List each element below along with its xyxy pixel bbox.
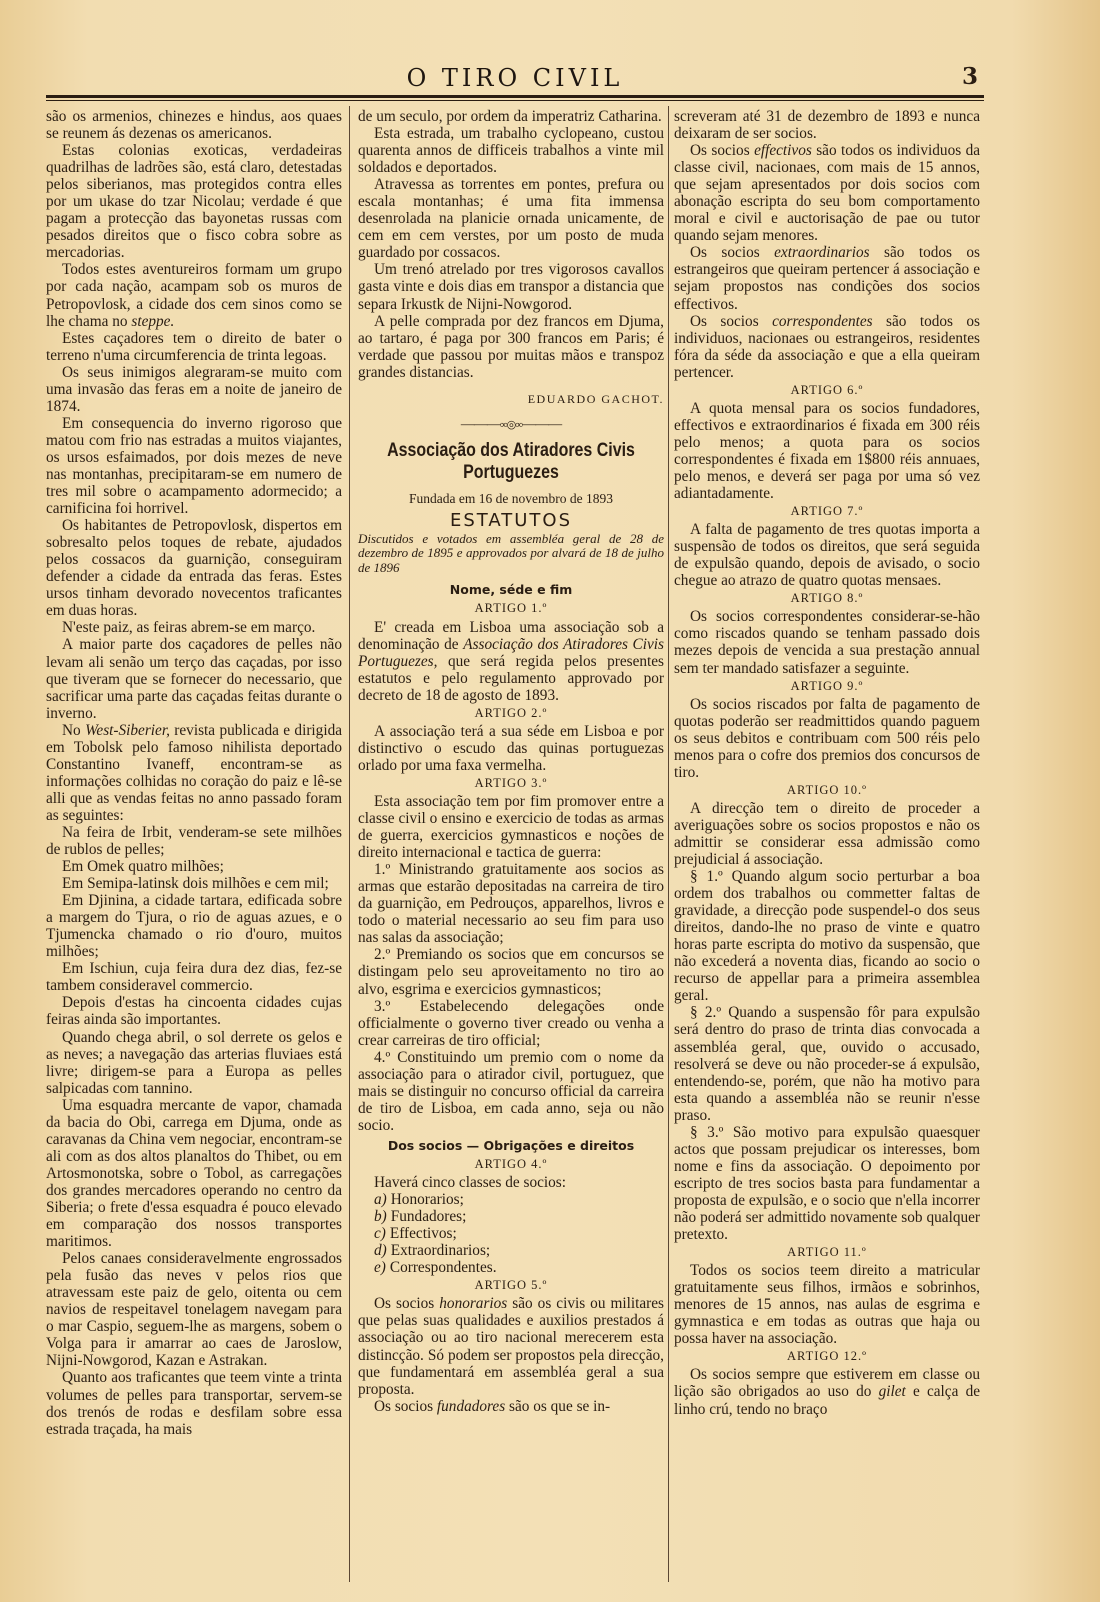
paragraph: N'este paiz, as feiras abrem-se em março. [62,619,316,637]
paragraph: Em Semipa-latinsk dois milhões e cem mil; [62,875,329,893]
text: Todos estes aventureiros formam um grupo por cada nação, acampam sob os muros de Petropovlosk, a cidade dos cem sinos como se lhe chama no [46,261,342,330]
article-heading: ARTIGO 4.º [474,1156,548,1171]
article-heading: ARTIGO 9.º [790,678,864,693]
list-marker: d) [374,1242,387,1260]
list-marker: a) [374,1191,387,1209]
paragraph [674,142,980,244]
paragraph: Esta estrada, um trabalho cyclopeano, custou quarenta annos de difficeis trabalhos a vinte mil soldados e deportados. [358,125,664,177]
paragraph: Haverá cinco classes de socios: [374,1174,566,1192]
paragraph [674,244,980,312]
column-2 [358,108,664,1415]
paragraph: A pelle comprada por dez francos em Djuma, ao tartaro, é paga por 300 francos em Paris; é verdade que passou por muitas mãos e transpoz grandes distancias. [358,312,664,381]
article-heading: ARTIGO 6.º [790,382,864,397]
italic-text: steppe. [131,312,175,330]
text: são os civis ou militares que pelas suas qualidades e auxilios prestados á associação ou ao tiro nacional merecerem esta distincção. Só podem ser propostos pela direcção, que fundamentará em assembléa geral a sua proposta. [358,1295,664,1398]
paragraph [46,261,342,329]
list-item [358,1208,664,1225]
page-number: 3 [961,63,978,90]
paragraph: 2.º Premiando os socios que em concursos se distingam pelo seu aproveitamento no tiro ao alvo, esgrima e exercicios gymnasticos; [358,946,664,998]
italic-text: effectivos [754,142,812,160]
text: Os socios [374,1397,434,1415]
article-heading: ARTIGO 1.º [474,601,548,616]
list-marker: e) [374,1259,386,1277]
article-heading: ARTIGO 2.º [474,705,548,720]
list-marker: c) [374,1225,386,1243]
column-3 [674,108,980,1418]
paragraph: A direcção tem o direito de proceder a averiguações sobre os socios propostos e não os admittir se considerar essa admissão como prejudicial á associação. [674,799,980,869]
header-rule-thin [46,100,984,101]
paragraph: Os habitantes de Petropovlosk, dispertos em sobresalto pelos toques de rebate, ajudados pelos cossacos da guarnição, conseguiram defender a cidade da entrada das feras. Estes ursos tinham devorado novecentos traficantes em duas horas. [46,517,342,620]
italic-text: honorarios [439,1295,508,1313]
paragraph: A associação terá a sua séde em Lisboa e por distinctivo o escudo das quinas portuguezas orlado por uma faxa vermelha. [358,722,664,774]
article-heading: ARTIGO 11.º [787,1245,867,1260]
paragraph: Pelos canaes consideravelmente engrossados pela fusão das neves v pelos rios que atravessam este paiz de gelo, oitenta ou cem navios de respeitavel tonelagem navegam para o mar Caspio, seguem-lhe as margens, sobem o Volga para ir amarrar ao caes de Jaroslow, Nijni-Nowgorod, Kazan e Astrakan. [46,1250,342,1370]
paragraph: Os socios riscados por falta de pagamento de quotas poderão ser readmittidos quando paguem os seus debitos e contribuam com 500 réis pelo menos para o cofre dos premios dos concursos de tiro. [674,695,980,781]
text: são todos os estrangeiros que queiram pertencer á associação e sejam propostos nas condições dos socios effectivos. [674,244,981,313]
list-item [358,1191,664,1208]
paragraph: Em consequencia do inverno rigoroso que matou com frio nas estradas a muitos viajantes, os ursos esfaimados, por dois mezes de neve nas montanhas, precipitaram-se em numero de tres mil sobre o acampamento adormecido; a carnificina foi horrivel. [46,414,342,518]
article-title: Associação dos Atiradores Civis Portuguezes [387,439,635,483]
italic-text: fundadores [436,1397,506,1415]
article-heading: ARTIGO 5.º [474,1278,548,1293]
paragraph: Esta associação tem por fim promover entre a classe civil o ensino e exercicio de todas as armas de guerra, exercicios gymnasticos e noções de direito internacional e tactica de guerra: [358,793,664,862]
text: Os socios [374,1295,435,1313]
paragraph: Os socios correspondentes considerar-se-hão como riscados quando se tenham passado dois mezes depois de vencida a sua prestação annual sem ter mandado satisfazer a seguinte. [674,608,980,677]
paragraph: A falta de pagamento de tres quotas importa a suspensão de todos os direitos, que será seguida de expulsão quando, depois de avisado, o socio chegue ao atrazo de quatro quotas mensaes. [674,521,980,590]
approval-note: Discutidos e votados em assembléa geral de 28 de dezembro de 1895 e approvados por alvará de 18 de julho de 1896 [358,530,664,575]
paragraph: Estes caçadores tem o direito de bater o terreno n'uma circumferencia de trinta legoas. [46,329,342,364]
paragraph: Na feira de Irbit, venderam-se sete milhões de rublos de pelles; [46,823,342,859]
text: Os socios [690,312,759,330]
paragraph: § 1.º Quando algum socio perturbar a boa ordem dos trabalhos ou commetter faltas de gravidade, a direcção pode suspendel-o dos seus direitos, dando-lhe no praso de vinte e quatro horas parte escripta do motivo da suspensão, que não excederá a noventa dias, ficando ao socio o recurso de appellar para a primeira assemblea geral. [674,868,980,1005]
paragraph [46,722,342,824]
italic-text: correspondentes [772,312,873,330]
paragraph: Quando chega abril, o sol derrete os gelos e as neves; a navegação das arterias fluviaes está livre; dirigem-se para a Europa as pelles salpicadas com tannino. [46,1028,342,1097]
text: Os socios sempre que estiverem em classe ou lição são obrigados ao uso do [674,1366,980,1401]
page-header [46,64,984,94]
paragraph: § 3.º São motivo para expulsão quaesquer actos que possam prejudicar os interesses, bom nome e fins da associação. O depoimento por escripto de tres socios basta para fundamentar a proposta de expulsão, e o socio que n'ella incorrer não poderá ser admittido novamente sob qualquer pretexto. [674,1123,980,1244]
article-heading: ARTIGO 12.º [786,1349,868,1364]
paragraph: Atravessa as torrentes em pontes, prefura ou escala montanhas; é uma fita immensa desenrolada na planicie ornada unicamente, de cem em cem verstes, por um posto de muda guardado por cossacos. [358,176,664,262]
ornament-divider: ———∞◎∞——— [460,416,562,432]
column-1 [46,108,342,1438]
text: são os que se in- [509,1397,611,1415]
list-item [358,1259,664,1276]
column-divider [668,106,669,1582]
newspaper-title: O TIRO CIVIL [406,64,624,92]
paragraph: 3.º Estabelecendo delegações onde officialmente o governo tiver creado ou venha a crear carreiras de tiro official; [358,997,664,1049]
italic-text: West-Siberier, [85,721,170,739]
text: que será regida pelos presentes estatutos e pelo regulamento approvado por decreto de 18 de agosto de 1893. [358,652,664,704]
paragraph: Quanto aos traficantes que teem vinte a trinta volumes de pelles para transportar, servem-se dos trenós de rodas e desfilam sobre essa estrada traçada, ha mais [46,1369,342,1438]
list-item [358,1242,664,1259]
article-heading: ARTIGO 8.º [790,591,864,606]
author-signature: EDUARDO GACHOT. [527,391,664,406]
classes-list [358,1191,664,1276]
paragraph: screveram até 31 de dezembro de 1893 e nunca deixaram de ser socios. [674,108,980,143]
paragraph: Uma esquadra mercante de vapor, chamada da bacia do Obi, carrega em Djuma, onde as caravanas da China vem negociar, encontram-se ali com as dos altos planaltos do Thibet, ou em Artosmonotska, sobre o Tobol, as carregações dos grandes mercadores operando no centro da Siberia; o frete d'essa esquadra é pouco elevado em comparação dos nossos transportes maritimos. [46,1096,342,1251]
section-heading: Nome, séde e fim [449,582,573,598]
paragraph: 1.º Ministrando gratuitamente aos socios as armas que estarão depositadas na carreira de tiro da guarnição, em Pedrouços, apparelhos, livros e todo o material necessario ao seu fim para uso nas salas da associação; [358,861,664,947]
paragraph: A quota mensal para os socios fundadores, effectivos e extraordinarios é fixada em 300 réis pelo menos; a quota para os socios correspondentes é fixada em 1$800 réis annuaes, pelo menos, e deverá ser paga por uma só vez adiantadamente. [674,399,980,503]
italic-text: gilet [878,1383,906,1401]
list-label: Correspondentes. [389,1259,497,1277]
paragraph: de um seculo, por ordem da imperatriz Catharina. [358,108,662,125]
paragraph: 4.º Constituindo um premio com o nome da associação para o atirador civil, portuguez, que mais se distinguir no concurso official da carreira de tiro de Lisboa, em cada anno, seja ou não socio. [358,1048,664,1134]
paragraph: Os seus inimigos alegraram-se muito com uma invasão das feras em a noite de janeiro de 1874. [46,363,342,415]
list-item [358,1225,664,1242]
italic-text: Associação dos Atiradores Civis Portuguezes, [358,635,665,670]
text: são todos os individuos, nacionaes ou estrangeiros, residentes fóra da séde da associação e que a ella queiram pertencer. [674,312,981,381]
paragraph: Em Ischiun, cuja feira dura dez dias, fez-se tambem consideravel commercio. [46,960,342,995]
estatutos-heading: ESTATUTOS [449,509,573,531]
paragraph: Todos os socios teem direito a matricular gratuitamente seus filhos, irmãos e sobrinhos, menores de 15 annos, nas aulas de esgrima e gymnastica e em todas as outras que haja ou possa haver na associação. [674,1262,980,1348]
article-heading: ARTIGO 3.º [474,775,548,790]
header-rule [46,95,984,98]
paragraph: § 2.º Quando a suspensão fôr para expulsão será dentro do praso de trinta dias convocada a assembléa geral, que, ouvido o accusado, resolverá se deve ou não proceder-se á expulsão, entendendo-se, porém, que não ha motivo para esta quando a assembléa não se reunir n'esse praso. [674,1004,980,1124]
article-heading: ARTIGO 7.º [790,504,864,519]
paragraph [358,619,664,704]
section-heading: Dos socios — Obrigações e direitos [387,1137,635,1153]
paragraph [674,1366,980,1417]
paragraph: Estas colonias exoticas, verdadeiras quadrilhas de ladrões são, está claro, detestadas pelos siberianos, mas protegidos contra elles por um ukase do tzar Nicolau; verdade é que pagam a protecção das bayonetas russas com pesados direitos que o fisco cobra sobre as mercadorias. [46,142,342,262]
paragraph: Em Omek quatro milhões; [62,858,224,876]
paragraph [358,1398,664,1415]
list-marker: b) [374,1208,387,1226]
text: E' creada em Lisboa uma associação sob a denominação de [358,618,664,653]
text: e calça de linho crú, tendo no braço [674,1383,981,1418]
paragraph: Um trenó atrelado por tres vigorosos cavallos gasta vinte e dois dias em transpor a distancia que separa Irkustk de Nijni-Nowgorod. [358,261,664,313]
list-label: Extraordinarios; [390,1242,491,1260]
text: revista publicada e dirigida em Tobolsk pelo famoso nihilista deportado Constantino Ivaneff, encontram-se as informações colhidas no coração do paiz e lê-se alli que as vendas feitas no anno passado foram as seguintes: [46,721,343,824]
paragraph: Depois d'estas ha cincoenta cidades cujas feiras ainda são importantes. [46,994,342,1029]
column-divider [349,106,350,1582]
text: Os socios [690,244,760,262]
list-label: Fundadores; [390,1208,467,1226]
text: No [62,721,81,739]
list-label: Effectivos; [389,1225,457,1243]
text: Os socios [690,142,750,160]
paragraph [358,1295,664,1397]
article-heading: ARTIGO 10.º [786,782,868,797]
paragraph: A maior parte dos caçadores de pelles não levam ali senão um terço das caçadas, por isso que tiveram que se fornecer do necessario, que sacrificar uma parte das caçadas feitas durante o inverno. [46,636,342,722]
paragraph: são os armenios, chinezes e hindus, aos quaes se reunem ás dezenas os americanos. [46,108,342,143]
founded-line: Fundada em 16 de novembro de 1893 [409,490,613,506]
italic-text: extraordinarios [774,244,870,262]
paragraph: Em Djinina, a cidade tartara, edificada sobre a margem do Tjura, o rio de aguas azues, e o Tjumencka chamado o rio d'ouro, muitos milhões; [46,892,342,961]
paragraph [674,313,980,381]
list-label: Honorarios; [390,1191,464,1209]
text: são todos os individuos da classe civil, nacionaes, com mais de 15 annos, que sejam apresentados por dois socios com abonação escripta do seu bom comportamento moral e civil e auctorisação de pae ou tutor quando sejam menores. [674,142,981,245]
